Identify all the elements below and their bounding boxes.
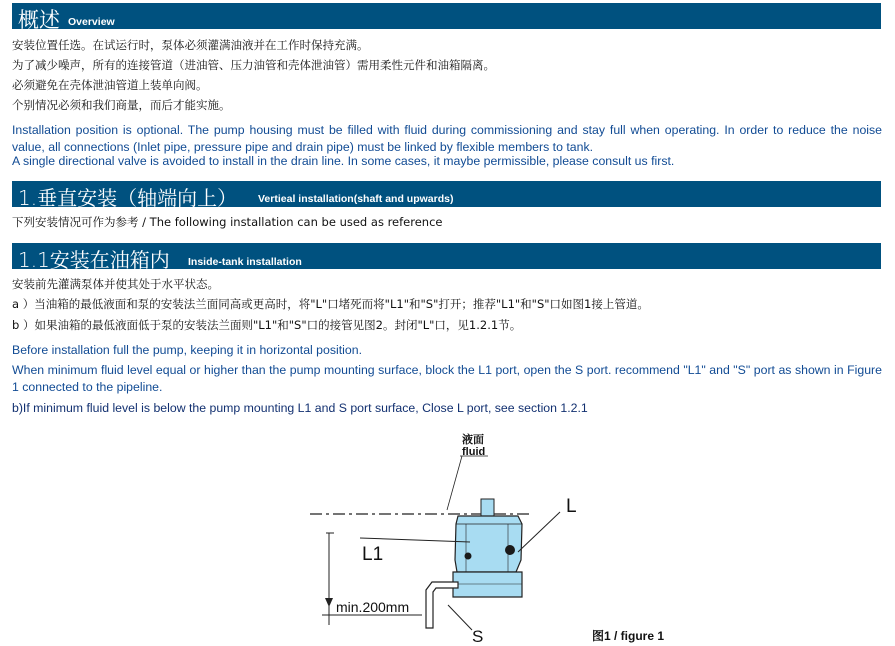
inside-tank-en-line-3: b)If minimum fluid level is below the pump mounting L1 and S port surface, Close L port, see section 1.2.1 [12, 401, 588, 415]
port-L-leader [518, 512, 560, 552]
overview-zh-line-1: 安装位置任选。在试运行时，泵体必须灌满油液并在工作时保持充满。 [12, 38, 369, 52]
port-L1-label: L1 [362, 544, 384, 565]
overview-en-paragraph-1: Installation position is optional. The pump housing must be filled with fluid during commissioning and stay full when operating. In order to reduce the noise value, all connections (Inlet pipe, pressure pipe and drain pipe) must be linked by flexible members to tank. [12, 123, 882, 154]
figure-caption: 图1 / figure 1 [592, 629, 665, 643]
port-S-leader [448, 605, 472, 630]
overview-zh-line-3: 必须避免在壳体泄油管道上装单向阀。 [12, 78, 208, 92]
vertical-title-en: Vertieal installation(shaft and upwards) [258, 193, 454, 205]
port-L1-leader [360, 538, 470, 542]
fluid-label-en: fluid [462, 446, 486, 458]
overview-title-en: Overview [68, 16, 115, 28]
inside-tank-en-line-1: Before installation full the pump, keeping it in horizontal position. [12, 343, 362, 357]
vertical-reference-line: 下列安装情况可作为参考 / The following installation can be used as reference [12, 215, 443, 229]
inside-tank-zh-line-b: b ）如果油箱的最低液面低于泵的安装法兰面则"L1"和"S"口的接管见图2。封闭"L"口，见1.2.1节。 [12, 318, 522, 332]
pump-flange [453, 572, 522, 597]
overview-title-zh: 概述 [18, 8, 60, 32]
overview-zh-line-4: 个别情况必须和我们商量，而后才能实施。 [12, 98, 231, 112]
pump-shaft [481, 499, 494, 517]
fluid-label-zh: 液面 [462, 434, 484, 446]
port-S-label: S [472, 627, 484, 646]
vertical-title-zh: 1.垂直安装（轴端向上） [18, 186, 238, 210]
pump-body [455, 516, 522, 572]
fluid-arrow-line [447, 456, 462, 510]
overview-en-paragraph-2: A single directional valve is avoided to install in the drain line. In some cases, it maybe permissible, please consult us first. [12, 154, 675, 168]
inside-tank-zh-line-1: 安装前先灌满泵体并使其处于水平状态。 [12, 277, 219, 291]
overview-zh-line-2: 为了减少噪声，所有的连接管道（进油管、压力油管和壳体泄油管）需用柔性元件和油箱隔离。 [12, 58, 495, 72]
port-L-label: L [566, 496, 577, 517]
dimension-label: min.200mm [336, 599, 410, 615]
inside-tank-title-en: Inside-tank installation [188, 256, 302, 268]
inside-tank-zh-line-a: a ）当油箱的最低液面和泵的安装法兰面同高或更高时，将"L"口堵死而将"L1"和"S"打开；推荐"L1"和"S"口如图1接上管道。 [12, 297, 649, 311]
inside-tank-title-zh: 1.1安装在油箱内 [18, 248, 170, 272]
inside-tank-en-line-2: When minimum fluid level equal or higher than the pump mounting surface, block the L1 port, open the S port. recommend "L1" and "S" port as shown in Figure 1 connected to the pipeline. [12, 363, 882, 394]
